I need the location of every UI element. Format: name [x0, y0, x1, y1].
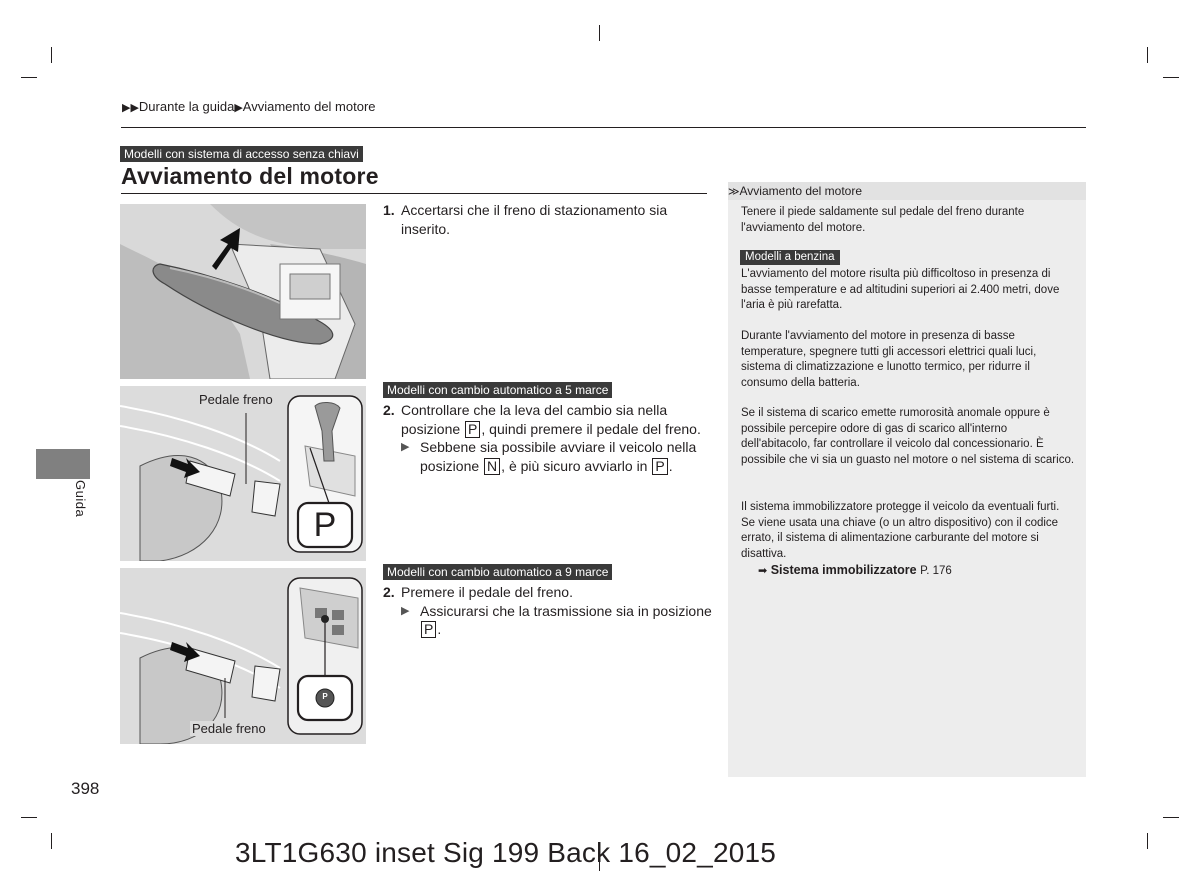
brake-pedal-label-bottom: Pedale freno — [192, 721, 266, 736]
title-rule — [121, 193, 707, 194]
step-1 — [383, 201, 703, 238]
model-tag-5-speed: Modelli con cambio automatico a 5 marce — [383, 382, 612, 398]
park-button-label: P — [322, 692, 328, 701]
step-number: 2. — [383, 584, 395, 600]
breadcrumb-current: Avviamento del motore — [242, 99, 376, 114]
breadcrumb-arrows: ▶▶ — [122, 102, 139, 114]
parking-brake-figure — [120, 204, 366, 379]
breadcrumb-section[interactable]: Durante la guida — [138, 99, 235, 114]
sidebar-header-text: Avviamento del motore — [739, 184, 863, 198]
note-arrow-icon: ▶ — [401, 441, 410, 453]
crop-mark — [1147, 47, 1148, 63]
note-arrow-icon: ▶ — [401, 604, 410, 617]
breadcrumb-separator: ▶ — [234, 102, 243, 114]
gear-position-p-label: P — [313, 506, 337, 544]
page-title: Avviamento del motore — [121, 163, 379, 189]
sidebar-paragraph-2: Durante l'avviamento del motore in presenza di basse temperature, spegnere tutti gli accessori elettrici quali luci, sistema di climatizzazione e lunotto termico, per ridurre il consumo della batteria. — [741, 330, 1037, 390]
step-2-5-speed — [383, 401, 713, 475]
crop-mark — [1147, 833, 1148, 849]
link-arrow-icon: ➡ — [758, 565, 768, 577]
note-text-part: , è più sicuro avviarlo in — [501, 457, 648, 474]
step-note — [401, 602, 713, 639]
step-number: 2. — [383, 402, 395, 418]
step-2-9-speed — [383, 583, 713, 639]
crop-mark — [599, 25, 600, 41]
sidebar-header — [728, 182, 1086, 200]
step-text: Premere il pedale del freno. — [401, 584, 573, 600]
gear-key-p: P — [421, 621, 436, 638]
crop-mark — [21, 77, 37, 78]
brake-pedal-button-shifter-figure — [120, 568, 366, 744]
brake-pedal-shifter-figure — [120, 386, 366, 561]
parking-brake-illustration — [120, 204, 366, 379]
step-text-part: Controllare che la leva del cambio sia nella posizione — [401, 402, 668, 437]
cross-reference-link[interactable] — [758, 563, 952, 577]
step-number: 1. — [383, 202, 395, 218]
chapter-tab — [36, 449, 90, 479]
chapter-label: Guida — [73, 480, 88, 518]
sidebar-paragraph-1: L'avviamento del motore risulta più difficoltoso in presenza di basse temperature e ad altitudini superiori ai 2.400 metri, dove l'aria è più rarefatta. — [741, 268, 1060, 312]
crop-mark — [51, 47, 52, 63]
link-text[interactable]: Sistema immobilizzatore — [770, 563, 917, 577]
sidebar-intro: Tenere il piede saldamente sul pedale del freno durante l'avviamento del motore. — [741, 206, 1025, 234]
header-rule — [121, 127, 1086, 128]
applicability-tag: Modelli con sistema di accesso senza chiavi — [120, 146, 363, 162]
page-number: 398 — [71, 779, 100, 798]
sidebar-model-tag: Modelli a benzina — [740, 250, 840, 265]
step-text: Accertarsi che il freno di stazionamento sia inserito. — [401, 202, 668, 237]
step-text-part: , quindi premere il pedale del freno. — [481, 420, 701, 437]
note-text-part: Sebbene sia possibile avviare il veicolo nella posizione — [420, 439, 697, 474]
step-note — [401, 438, 713, 475]
gear-key-n: N — [484, 458, 500, 475]
note-text-part: Assicurarsi che la trasmissione sia in posizione — [420, 602, 712, 619]
crop-mark — [51, 833, 52, 849]
link-page: P. 176 — [920, 565, 952, 577]
gear-key-p: P — [465, 421, 480, 438]
sidebar-paragraph-3: Se il sistema di scarico emette rumorosità anomale oppure è possibile percepire odore di gas di scarico all'interno dell'abitacolo, far controllare il veicolo dal concessionario. È possibile che vi sia un guasto nel motore o nel sistema di scarico. — [741, 407, 1075, 467]
gear-key-p: P — [652, 458, 667, 475]
breadcrumb — [122, 99, 376, 114]
print-slug: 3LT1G630 inset Sig 199 Back 16_02_2015 — [235, 837, 777, 868]
model-tag-9-speed: Modelli con cambio automatico a 9 marce — [383, 564, 612, 580]
push-button-shifter-illustration — [120, 568, 366, 744]
note-text-part: . — [437, 621, 442, 637]
brake-pedal-label-top: Pedale freno — [199, 392, 273, 407]
crop-mark — [1163, 817, 1179, 818]
double-chevron-icon: ≫ — [728, 186, 740, 198]
sidebar-paragraph-4: Il sistema immobilizzatore protegge il veicolo da eventuali furti. Se viene usata una chiave (o un altro dispositivo) con il codice errato, il sistema di alimentazione carburante del motore si disattiva. — [741, 501, 1060, 561]
crop-mark — [1163, 77, 1179, 78]
note-text-part: . — [668, 457, 673, 474]
step-text — [401, 401, 713, 438]
crop-mark — [21, 817, 37, 818]
